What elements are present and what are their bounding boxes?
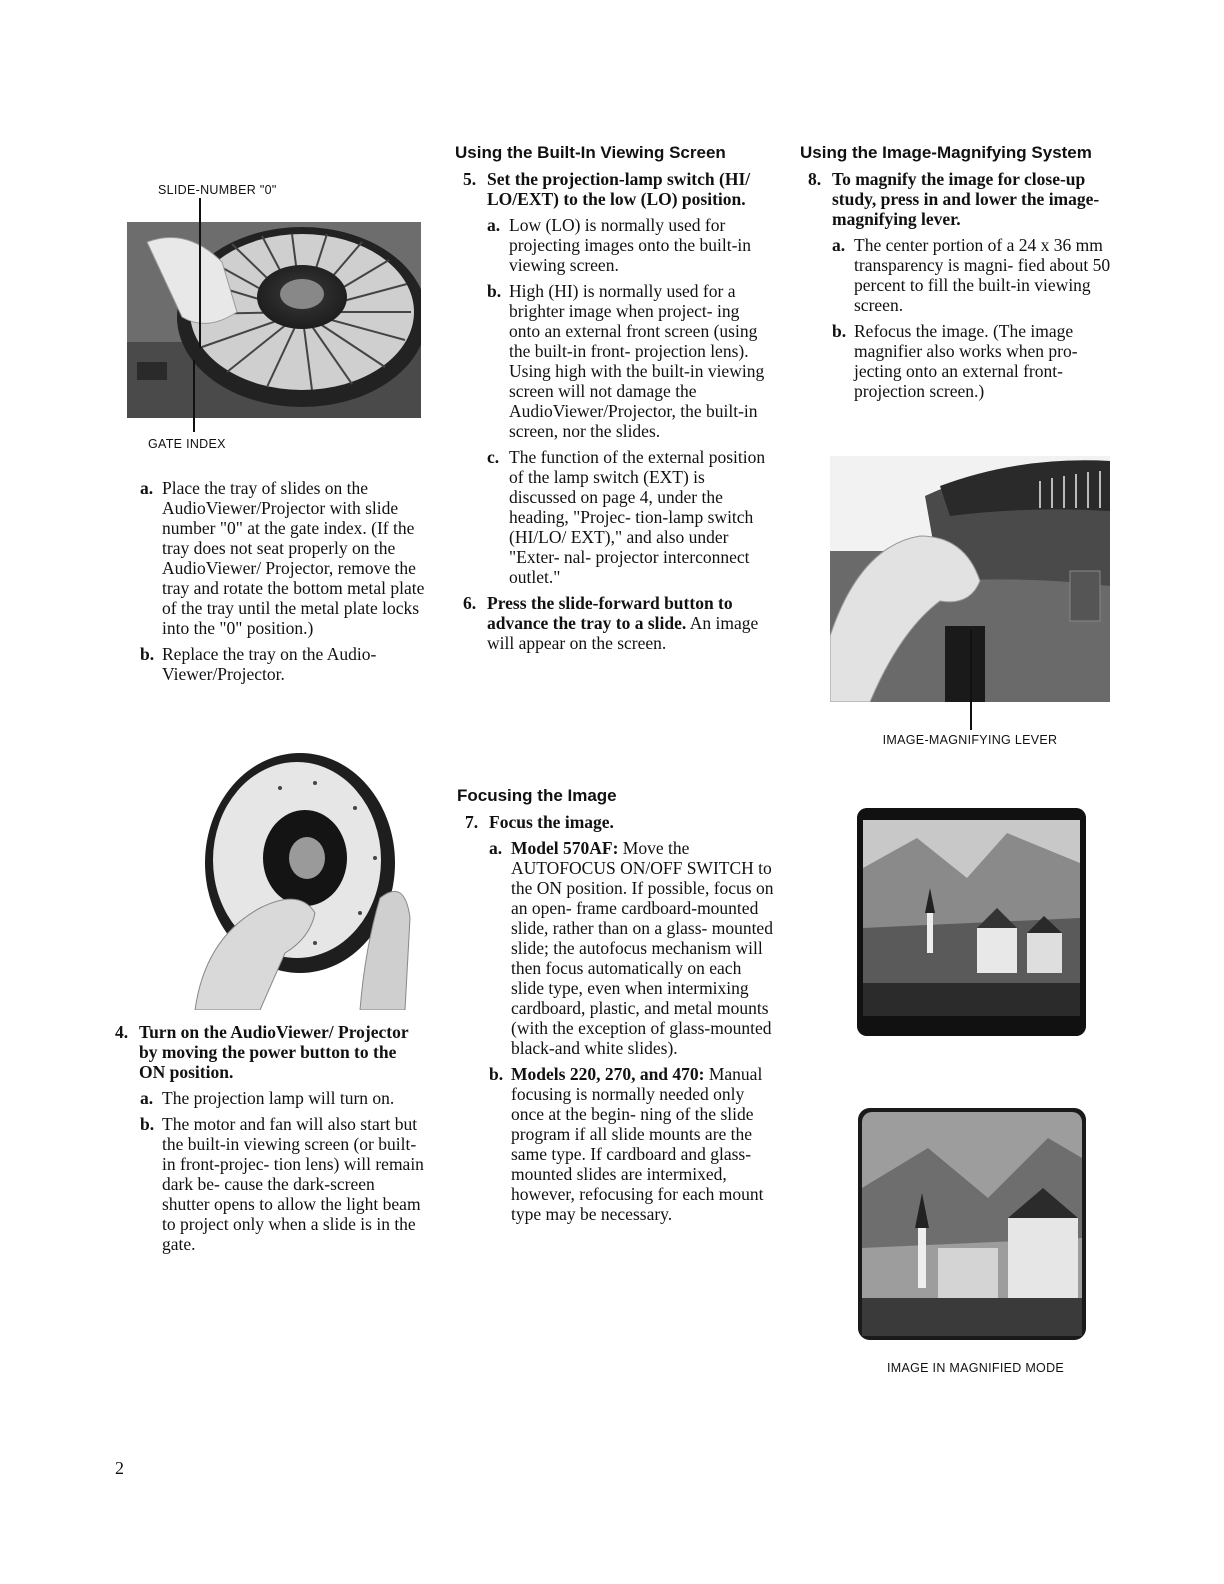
heading-focusing-the-image: Focusing the Image — [457, 786, 617, 805]
caption-image-in-magnified-mode: IMAGE IN MAGNIFIED MODE — [887, 1361, 1065, 1375]
step-5-c: c. The function of the external position of the lamp switch (EXT) is discussed on page 4, under the heading, "Projec- tion-lamp switch (HI/LO/ EXT)," and also under "Exter- nal- projector interconnect outlet." — [487, 447, 766, 587]
instruction-b-replace-tray: b. Replace the tray on the Audio- Viewer/Projector. — [140, 644, 377, 684]
caption-gate-index: GATE INDEX — [148, 437, 226, 451]
step-4-turn-on: 4. Turn on the AudioViewer/ Projector by moving the power button to the ON position. — [115, 1022, 409, 1082]
step-8-magnify: 8. To magnify the image for close-up study, press in and lower the image-magnifying lever. — [808, 169, 1100, 229]
photo-tray-on-projector — [127, 222, 421, 418]
step-8-b: b. Refocus the image. (The image magnifier also works when pro- jecting onto an external front- projection screen.) — [832, 321, 1078, 401]
left-column-bottom — [115, 1022, 425, 1260]
magnifying-lever-leader-line — [970, 630, 972, 730]
step-6-slide-forward: 6. Press the slide-forward button to advance the tray to a slide. An image will appear on the screen. — [463, 593, 759, 653]
heading-built-in-viewing-screen: Using the Built-In Viewing Screen — [455, 143, 726, 162]
step-5-a: a. Low (LO) is normally used for projecting images onto the built-in viewing screen. — [487, 215, 752, 275]
instruction-a-place-tray: a. Place the tray of slides on the AudioViewer/Projector with slide number "0" at the gate index. (If the tray does not seat properly on the AudioViewer/ Projector, remove the tray and rotate the bottom metal plate of the tray until the metal plate locks into the "0" position.) — [140, 478, 425, 638]
middle-column-top — [455, 143, 773, 659]
caption-image-magnifying-lever: IMAGE-MAGNIFYING LEVER — [882, 733, 1058, 747]
step-5-b: b. High (HI) is normally used for a brighter image when project- ing onto an external front screen (using the built-in front- projection lens). Using high with the built-in viewing screen will not damage the AudioViewer/Projector, the built-in screen, nor the slides. — [487, 281, 765, 441]
photo-magnified-mode-screen — [858, 1108, 1086, 1340]
step-5-lamp-switch: 5. Set the projection-lamp switch (HI/ LO/EXT) to the low (LO) position. — [463, 169, 751, 209]
gate-index-leader-line — [193, 360, 195, 432]
step-7-a-model-570af: a. Model 570AF: Move the AUTOFOCUS ON/OFF SWITCH to the ON position. If possible, focus on an open- frame cardboard-mounted slide, rather than on a glass- mounted slide; the autofocus mechanism will then focus automatically on each slide type, even when intermixing cardboard, plastic, and metal mounts (with the exception of glass-mounted black-and white slides). — [489, 838, 774, 1058]
step-7-focus: 7. Focus the image. — [465, 812, 614, 832]
step-7-b-models-220-270-470: b. Models 220, 270, and 470: Manual focusing is normally needed only once at the begin- ning of the slide program if all slide mounts are the same type. If cardboard and glass-mounted slides are intermixed, however, refocusing for each mount type may be necessary. — [489, 1064, 764, 1224]
photo-tray-in-hands — [165, 748, 415, 1010]
middle-column-bottom — [457, 786, 775, 1230]
left-column-top — [140, 478, 425, 690]
photo-normal-mode-screen — [857, 808, 1086, 1036]
page-number: 2 — [115, 1458, 124, 1478]
caption-slide-number: SLIDE-NUMBER "0" — [158, 183, 277, 197]
right-column-text — [800, 143, 1112, 407]
step-8-a: a. The center portion of a 24 x 36 mm transparency is magni- fied about 50 percent to fill the built-in viewing screen. — [832, 235, 1111, 315]
step-4-a: a. The projection lamp will turn on. — [140, 1088, 395, 1108]
slide-number-leader-line — [199, 198, 201, 348]
heading-image-magnifying-system: Using the Image-Magnifying System — [800, 143, 1092, 162]
step-4-b: b. The motor and fan will also start but the built-in viewing screen (or built-in front-projec- tion lens) will remain dark be- cause the dark-screen shutter opens to allow the light beam to project only when a slide is in the gate. — [140, 1114, 424, 1254]
